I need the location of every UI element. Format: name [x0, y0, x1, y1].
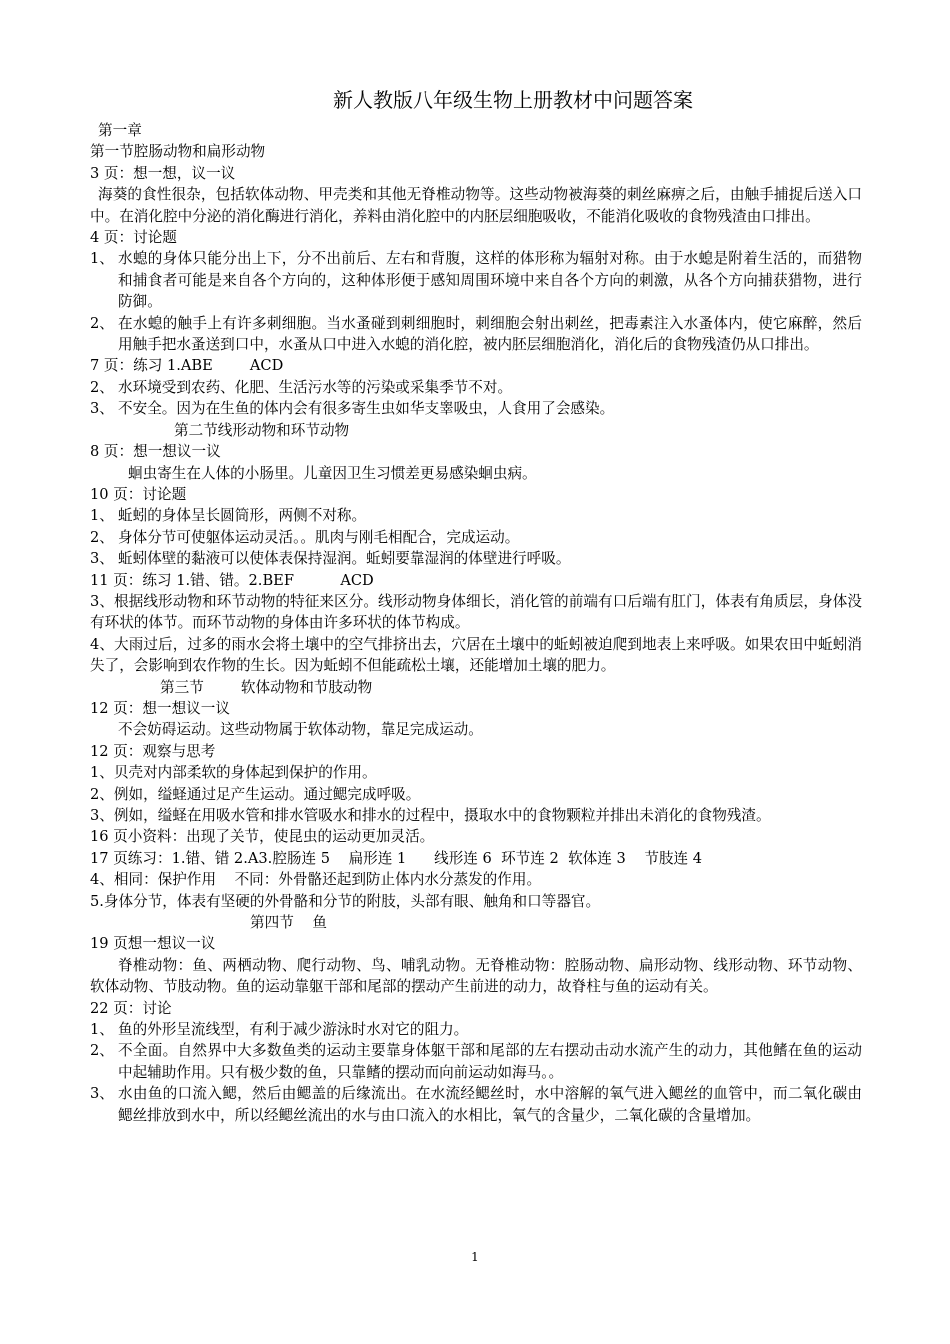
item-number: 2、 [90, 528, 114, 546]
document-body [90, 120, 862, 1126]
numbered-answer [90, 1019, 862, 1040]
answer-paragraph: 海葵的食性很杂，包括软体动物、甲壳类和其他无脊椎动物等。这些动物被海葵的刺丝麻痹之后，由触手捕捉后送入口中。在消化腔中分泌的消化酶进行消化，养料由消化腔中的内胚层细胞吸收，不能消化吸收的食物残渣由口排出。 [90, 186, 862, 225]
question-heading: 12 页：想一想议一议 [90, 699, 230, 717]
numbered-answer [90, 313, 862, 356]
item-number: 2、 [90, 1042, 114, 1060]
item-text: 鱼的外形呈流线型，有利于减少游泳时水对它的阻力。 [118, 1021, 469, 1039]
answer-paragraph: 脊椎动物：鱼、两栖动物、爬行动物、鸟、哺乳动物。无脊椎动物：腔肠动物、扁形动物、线形动物、环节动物、软体动物、节肢动物。鱼的运动靠躯干部和尾部的摆动产生前进的动力，故脊柱与鱼的运动有关。 [90, 956, 862, 996]
item-number: 1、 [90, 1021, 114, 1039]
item-text: 身体分节可使躯体运动灵活。。肌肉与刚毛相配合，完成运动。 [118, 528, 520, 546]
exercise-answer: 17 页练习：1.错、错 2.A3.腔肠连 5 扁形连 1 线形连 6 环节连 2 软体连 3 节肢连 4 [90, 849, 703, 867]
page-number: 1 [471, 1250, 479, 1264]
question-heading: 10 页：讨论题 [90, 485, 187, 503]
section-heading: 第二节线形动物和环节动物 [174, 421, 350, 439]
question-heading: 3 页：想一想，议一议 [90, 164, 236, 182]
answer-line: 2、例如，缢蛏通过足产生运动。通过鳃完成呼吸。 [90, 785, 421, 803]
item-number: 2、 [90, 378, 114, 396]
item-text: 不全面。自然界中大多数鱼类的运动主要靠身体躯干部和尾部的左右摆动击动水流产生的动力，其他鳍在鱼的运动中起辅助作用。只有极少数的鱼，只靠鳍的摆动而向前运动如海马。。 [118, 1042, 862, 1081]
numbered-answer [90, 1040, 862, 1083]
item-text: 蚯蚓的身体呈长圆筒形，两侧不对称。 [118, 507, 367, 525]
item-text: 水螅的身体只能分出上下，分不出前后、左右和背腹，这样的体形称为辐射对称。由于水螅是附着生活的，而猎物和捕食者可能是来自各个方向的，这种体形便于感知周围环境中来自各个方向的刺激，从各个方向捕获猎物，进行防御。 [118, 250, 862, 311]
question-heading: 22 页：讨论 [90, 999, 172, 1017]
answer-line: 1、贝壳对内部柔软的身体起到保护的作用。 [90, 764, 377, 782]
answer-paragraph: 3、根据线形动物和环节动物的特征来区分。线形动物身体细长，消化管的前端有口后端有肛门，体表有角质层，身体没有环状的体节。而环节动物的身体由许多环状的体节构成。 [90, 592, 862, 632]
question-heading: 4 页：讨论题 [90, 229, 177, 247]
section-heading: 第四节 鱼 [250, 914, 327, 932]
item-text: 水由鱼的口流入鳃，然后由鳃盖的后缘流出。在水流经鳃丝时，水中溶解的氧气进入鳃丝的血管中，而二氧化碳由鳃丝排放到水中，所以经鳃丝流出的水与由口流入的水相比，氧气的含量少，二氧化碳的含量增加。 [118, 1085, 862, 1124]
answer-line: 4、相同：保护作用 不同：外骨骼还起到防止体内水分蒸发的作用。 [90, 871, 542, 889]
item-number: 3、 [90, 550, 114, 568]
numbered-answer [90, 398, 862, 419]
item-text: 不安全。因为在生鱼的体内会有很多寄生虫如华支睾吸虫，人食用了会感染。 [118, 400, 615, 418]
answer-line: 3、例如，缢蛏在用吸水管和排水管吸水和排水的过程中，摄取水中的食物颗粒并排出未消化的食物残渣。 [90, 807, 771, 824]
exercise-answer: 11 页：练习 1.错、错。2.BEF ACD [90, 571, 374, 589]
numbered-answer [90, 248, 862, 312]
question-heading: 12 页：观察与思考 [90, 742, 216, 760]
answer-line: 16 页小资料：出现了关节，使昆虫的运动更加灵活。 [90, 828, 435, 846]
answer-paragraph: 不会妨碍运动。这些动物属于软体动物，靠足完成运动。 [118, 721, 483, 739]
answer-line: 5.身体分节，体表有坚硬的外骨骼和分节的附肢，头部有眼、触角和口等器官。 [90, 892, 601, 910]
numbered-answer [90, 548, 862, 569]
item-number: 1、 [90, 250, 114, 268]
numbered-answer [90, 1083, 862, 1126]
section-heading: 第三节 软体动物和节肢动物 [160, 678, 373, 696]
question-heading: 19 页想一想议一议 [90, 935, 216, 953]
numbered-answer [90, 527, 862, 548]
item-text: 蚯蚓体壁的黏液可以使体表保持湿润。蚯蚓要靠湿润的体壁进行呼吸。 [118, 550, 571, 568]
answer-paragraph: 蛔虫寄生在人体的小肠里。儿童因卫生习惯差更易感染蛔虫病。 [128, 464, 537, 482]
item-number: 3、 [90, 1085, 114, 1103]
answer-paragraph: 4、大雨过后，过多的雨水会将土壤中的空气排挤出去，穴居在土壤中的蚯蚓被迫爬到地表上来呼吸。如果农田中蚯蚓消失了，会影响到农作物的生长。因为蚯蚓不但能疏松土壤，还能增加土壤的肥力。 [90, 635, 862, 675]
item-number: 3、 [90, 400, 114, 418]
item-number: 2、 [90, 314, 114, 332]
numbered-answer [90, 377, 862, 398]
chapter-heading: 第一章 [98, 122, 142, 139]
section-heading: 第一节腔肠动物和扁形动物 [90, 143, 266, 161]
item-number: 1、 [90, 507, 114, 525]
question-heading: 8 页：想一想议一议 [90, 443, 221, 461]
numbered-answer [90, 505, 862, 526]
document-title: 新人教版八年级生物上册教材中问题答案 [333, 88, 693, 112]
item-text: 在水螅的触手上有许多刺细胞。当水蚤碰到刺细胞时，刺细胞会射出刺丝，把毒素注入水蚤体内，使它麻醉，然后用触手把水蚤送到口中，水蚤从口中进入水螅的消化腔，被内胚层细胞消化，消化后的食物残渣仍从口排出。 [118, 314, 862, 354]
item-text: 水环境受到农药、化肥、生活污水等的污染或采集季节不对。 [118, 378, 513, 396]
exercise-answer: 7 页：练习 1.ABE ACD [90, 357, 284, 375]
